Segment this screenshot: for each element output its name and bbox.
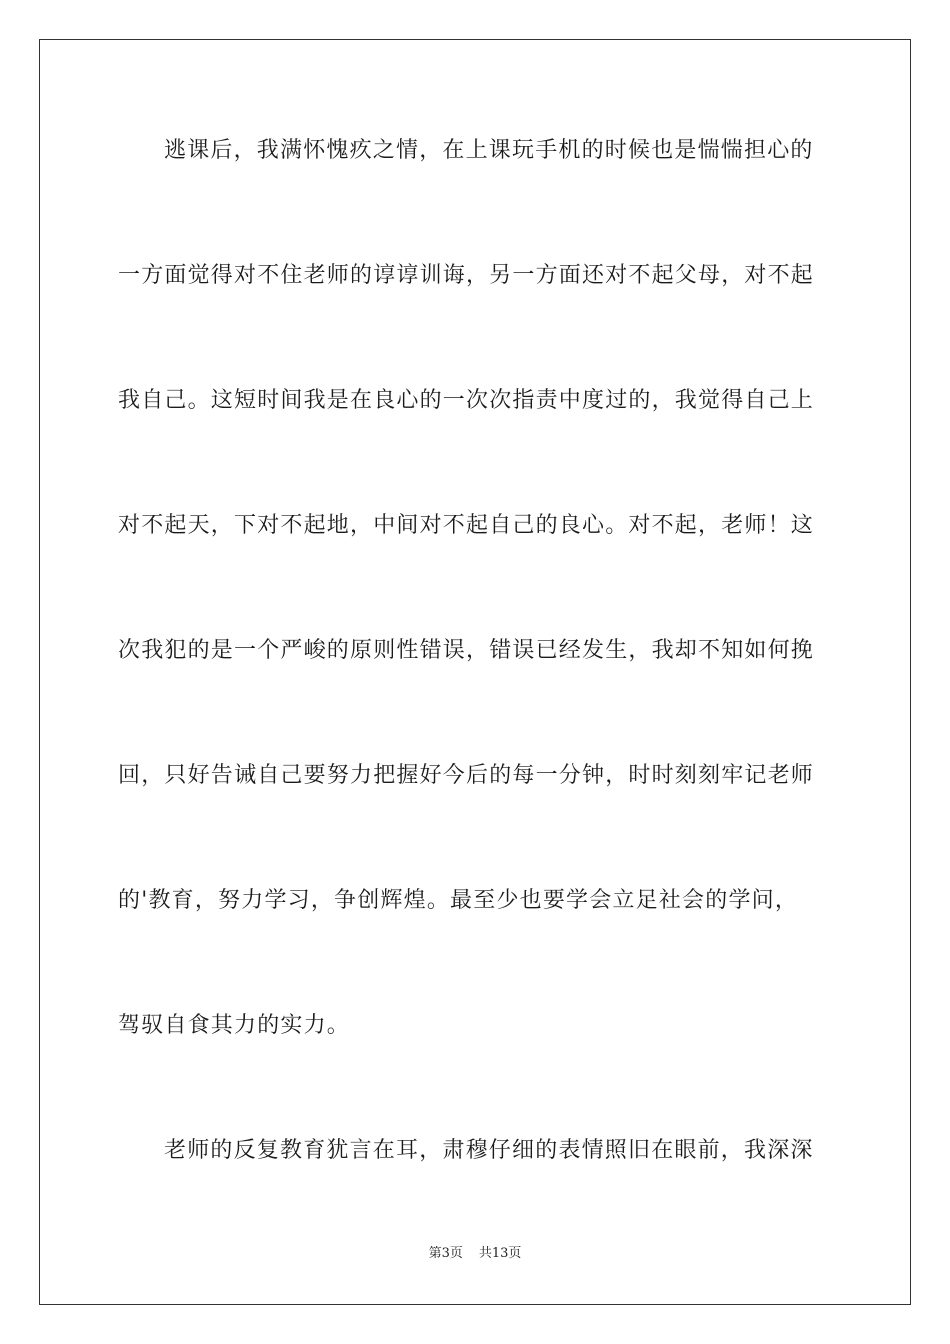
- page-footer: [0, 1245, 950, 1263]
- paragraph-line-5: 次我犯的是一个严峻的原则性错误，错误已经发生，我却不知如何挽: [118, 638, 815, 663]
- paragraph-line-1: 逃课后，我满怀愧疚之情，在上课玩手机的时候也是惴惴担心的: [164, 138, 814, 163]
- paragraph-line-6: 回，只好告诫自己要努力把握好今后的每一分钟，时时刻刻牢记老师: [118, 763, 815, 788]
- paragraph-line-9: 老师的反复教育犹言在耳，肃穆仔细的表情照旧在眼前，我深深: [164, 1138, 814, 1163]
- page-border: [39, 39, 911, 1305]
- paragraph-line-7: 的'教育，努力学习，争创辉煌。最至少也要学会立足社会的学问，: [118, 888, 799, 913]
- total-pages: 共13页: [478, 1246, 522, 1261]
- paragraph-line-8: 驾驭自食其力的实力。: [118, 1013, 351, 1038]
- paragraph-line-4: 对不起天，下对不起地，中间对不起自己的良心。对不起，老师！这: [118, 513, 815, 538]
- page-number: 第3页: [428, 1246, 463, 1261]
- paragraph-line-3: 我自己。这短时间我是在良心的一次次指责中度过的，我觉得自己上: [118, 388, 815, 413]
- paragraph-line-2: 一方面觉得对不住老师的谆谆训诲，另一方面还对不起父母，对不起: [118, 263, 815, 288]
